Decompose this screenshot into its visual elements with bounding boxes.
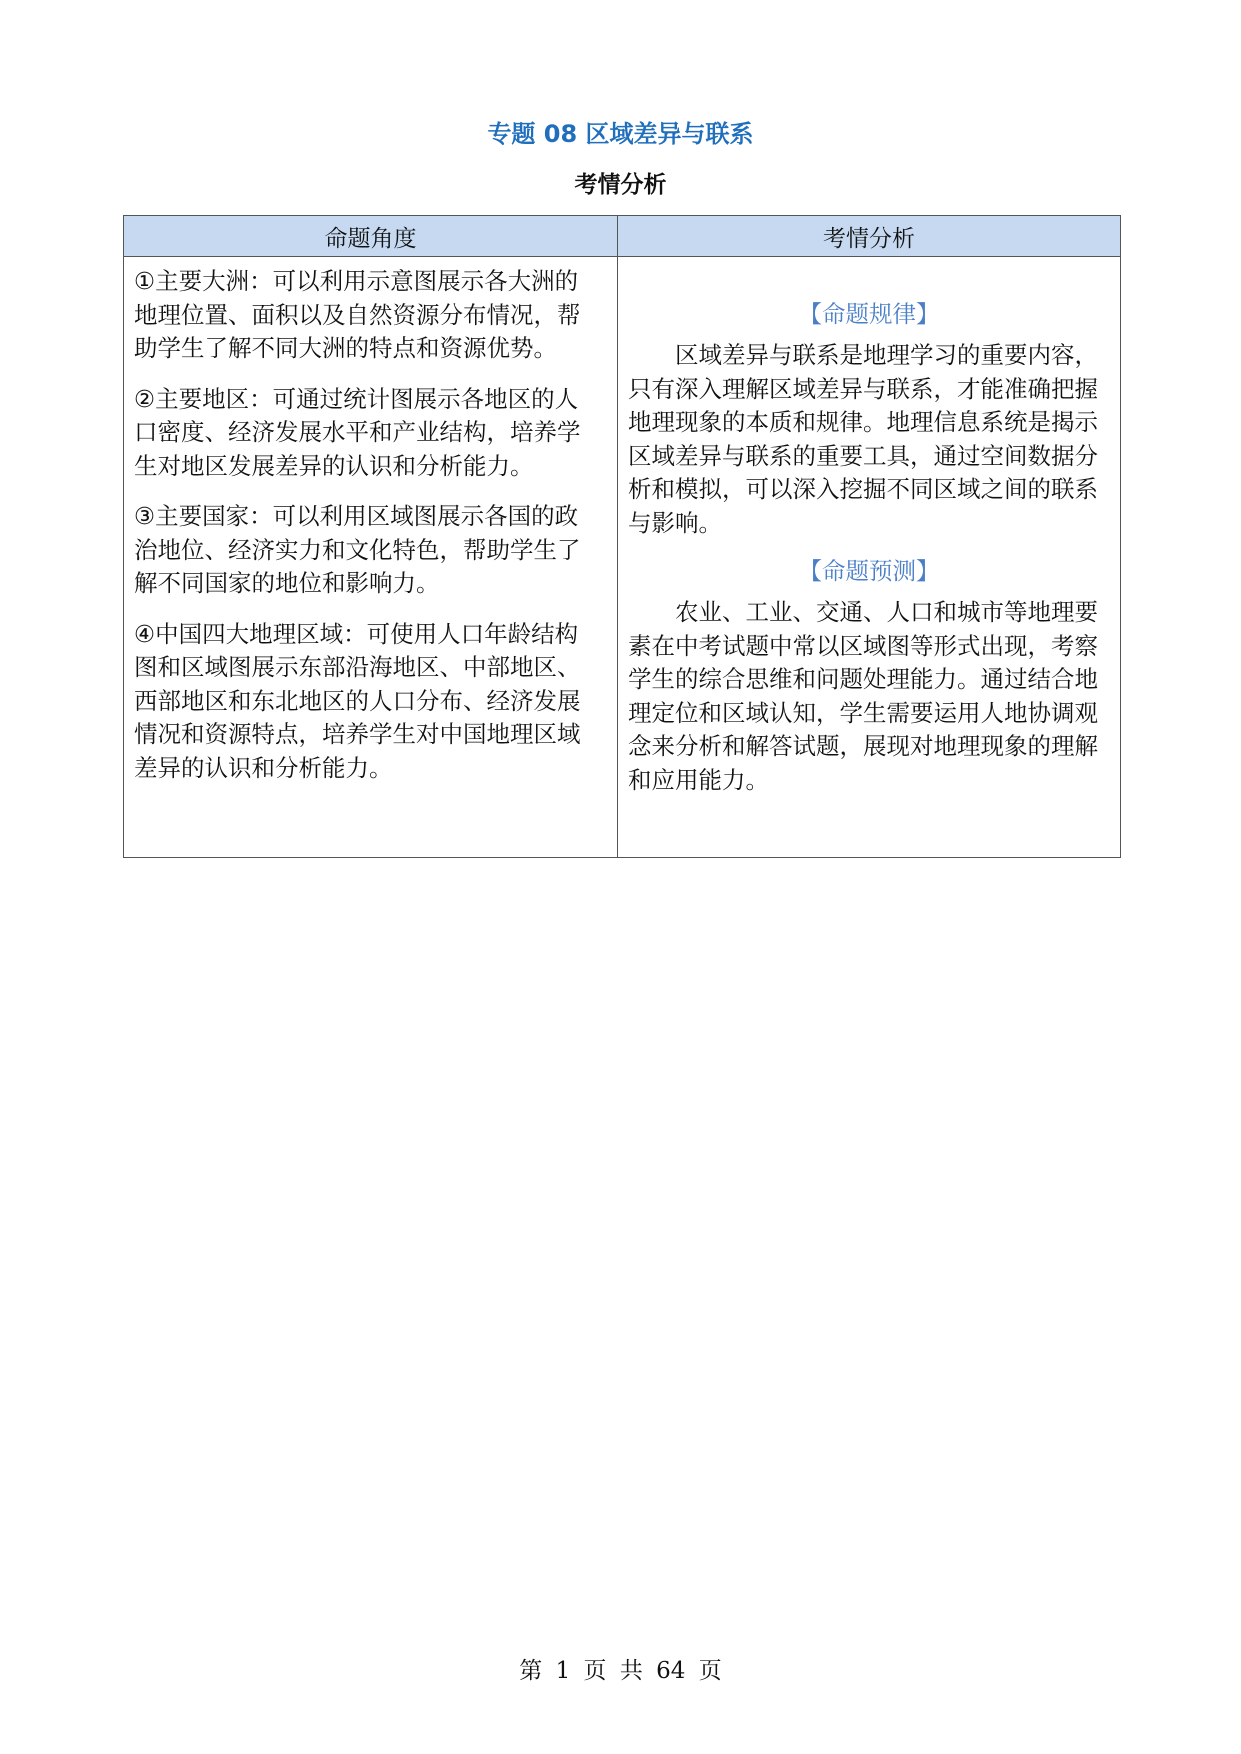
header-proposition-angle: 命题角度 xyxy=(124,216,618,257)
document-subtitle: 考情分析 xyxy=(574,172,667,198)
table-row xyxy=(124,257,1121,858)
page-footer: 第 1 页 共 64 页 xyxy=(519,1658,722,1684)
section-heading-forecast: 【命题预测】 xyxy=(798,557,940,585)
section-heading-pattern: 【命题规律】 xyxy=(798,300,940,328)
list-item-regions: ②主要地区：可通过统计图展示各地区的人口密度、经济发展水平和产业结构，培养学生对地区发展差异的认识和分析能力。 xyxy=(134,384,581,480)
list-item-countries: ③主要国家：可以利用区域图展示各国的政治地位、经济实力和文化特色，帮助学生了解不同国家的地位和影响力。 xyxy=(134,502,581,597)
exam-analysis-cell xyxy=(618,257,1121,858)
section-text-pattern: 区域差异与联系是地理学习的重要内容，只有深入理解区域差异与联系，才能准确把握地理现象的本质和规律。地理信息系统是揭示区域差异与联系的重要工具，通过空间数据分析和模拟，可以深入挖掘不同区域之间的联系与影响。 xyxy=(628,341,1098,537)
proposition-angle-cell xyxy=(124,257,618,858)
header-exam-analysis: 考情分析 xyxy=(618,216,1121,257)
list-item-china-regions: ④中国四大地理区域：可使用人口年龄结构图和区域图展示东部沿海地区、中部地区、西部地区和东北地区的人口分布、经济发展情况和资源特点，培养学生对中国地理区域差异的认识和分析能力。 xyxy=(134,619,581,782)
document-title: 专题 08 区域差异与联系 xyxy=(487,120,754,148)
table-header-row xyxy=(124,216,1121,257)
section-text-forecast: 农业、工业、交通、人口和城市等地理要素在中考试题中常以区域图等形式出现，考察学生的综合思维和问题处理能力。通过结合地理定位和区域认知，学生需要运用人地协调观念来分析和解答试题，展现对地理现象的理解和应用能力。 xyxy=(628,598,1098,794)
analysis-table xyxy=(123,215,1121,858)
list-item-continents: ①主要大洲：可以利用示意图展示各大洲的地理位置、面积以及自然资源分布情况，帮助学生了解不同大洲的特点和资源优势。 xyxy=(134,267,581,362)
